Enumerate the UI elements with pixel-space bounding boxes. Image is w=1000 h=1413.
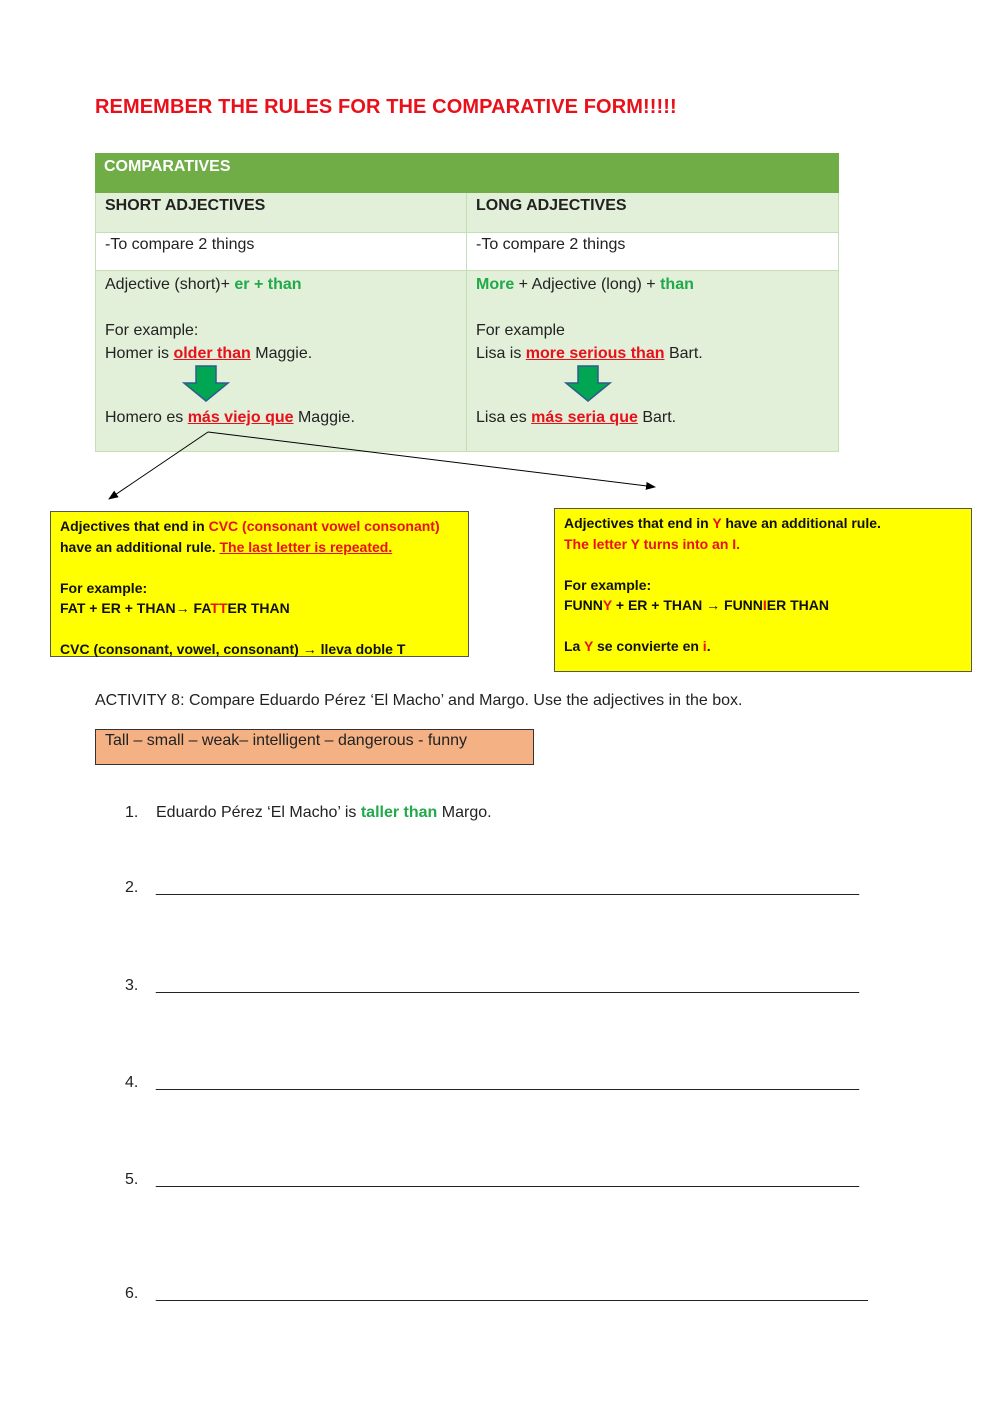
answer-line-3[interactable]: 3. _______________________________________________________________________________ xyxy=(125,977,859,994)
activity-instruction: ACTIVITY 8: Compare Eduardo Pérez ‘El Macho’ and Margo. Use the adjectives in the box. xyxy=(95,692,743,709)
arrow-right-icon: → xyxy=(706,597,721,613)
adjective-word-box: Tall – small – weak– intelligent – dangerous - funny xyxy=(95,729,534,765)
table-header: COMPARATIVES xyxy=(95,153,839,193)
pointer-arrows xyxy=(0,0,1000,520)
short-example-label: For example: xyxy=(105,322,199,339)
arrow-right-icon: → xyxy=(302,641,317,657)
answer-line-5[interactable]: 5. _______________________________________________________________________________ xyxy=(125,1171,859,1188)
short-use: -To compare 2 things xyxy=(95,233,467,271)
arrow-left-line xyxy=(109,432,208,499)
answer-line-6[interactable]: 6. ________________________________________________________________________________ xyxy=(125,1285,868,1302)
arrow-right-line xyxy=(208,432,655,487)
page-title: REMEMBER THE RULES FOR THE COMPARATIVE FORM!!!!! xyxy=(95,96,677,118)
long-adjectives-heading: LONG ADJECTIVES xyxy=(467,193,839,233)
arrow-right-icon: → xyxy=(175,600,190,616)
answer-line-2[interactable]: 2. _______________________________________________________________________________ xyxy=(125,879,859,896)
list-item: 1. Eduardo Pérez ‘El Macho’ is taller than Margo. xyxy=(125,804,492,821)
short-translation: Homero es más viejo que Maggie. xyxy=(105,409,355,426)
long-example: Lisa is more serious than Bart. xyxy=(476,345,703,362)
short-formula: Adjective (short)+ er + than xyxy=(105,276,302,293)
answer-line-4[interactable]: 4. _______________________________________________________________________________ xyxy=(125,1074,859,1091)
short-adjectives-heading: SHORT ADJECTIVES xyxy=(95,193,467,233)
short-example: Homer is older than Maggie. xyxy=(105,345,313,362)
y-rule-box: Adjectives that end in Y have an additional rule. The letter Y turns into an I. For example: FUNNY + ER + THAN → FUNNIER THAN La Y se convierte en i. xyxy=(554,508,972,672)
long-example-label: For example xyxy=(476,322,565,339)
cvc-rule-box: Adjectives that end in CVC (consonant vowel consonant) have an additional rule. The last letter is repeated. For example: FAT + ER + THAN→ FATTER THAN CVC (consonant, vowel, consonant) → lleva doble T xyxy=(50,511,469,657)
long-translation: Lisa es más seria que Bart. xyxy=(476,409,677,426)
long-formula: More + Adjective (long) + than xyxy=(476,276,694,293)
long-use: -To compare 2 things xyxy=(467,233,839,271)
